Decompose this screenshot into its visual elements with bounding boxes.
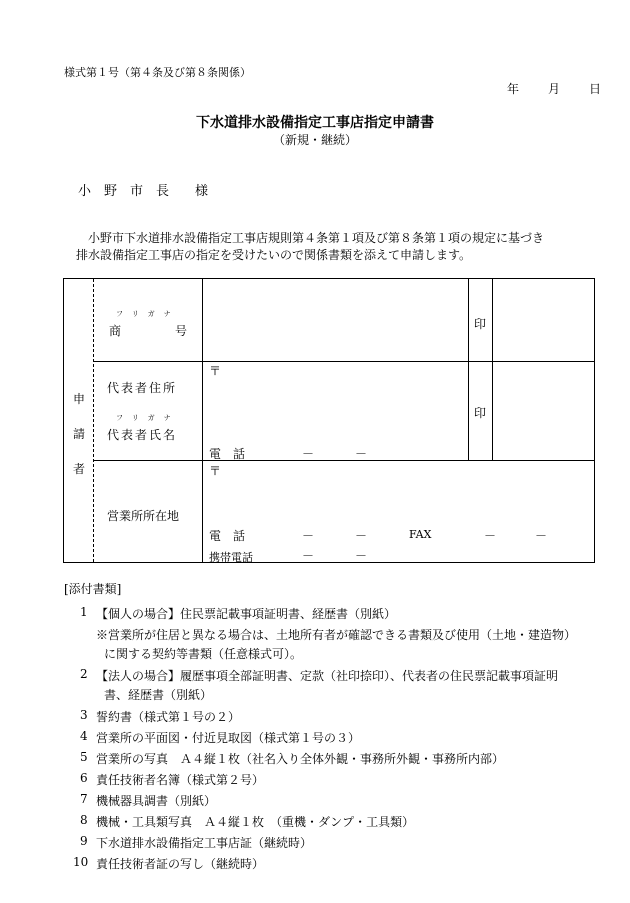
date-day: 日 [589,82,602,96]
office-tel-dash-2: － [355,529,368,543]
postal-mark-icon: 〒 [209,364,222,378]
trade-name-label-1: 商 [109,324,122,338]
attachment-text: 責任技術者名簿（様式第２号） [96,773,265,787]
attachment-num: 2 [80,667,88,681]
attachment-num: 10 [73,855,89,869]
attachment-text: 営業所の写真 Ａ４縦１枚（社名入り全体外観・事務所外観・事務所内部） [96,752,505,766]
seal-divider-right-2 [492,361,493,460]
attachment-num: 8 [80,813,88,827]
trade-name-furigana: フリガナ [116,310,180,318]
seal-divider-right-1 [492,279,493,361]
office-mobile-label: 携帯電話 [209,551,253,564]
seal-divider-left-2 [468,361,469,460]
office-fax-dash-1: － [484,529,497,543]
row-divider-1 [94,361,595,362]
attachment-note: ※営業所が住居と異なる場合は、土地所有者が確認できる書類及び使用（土地・建造物） [96,628,577,642]
office-location-label: 営業所所在地 [107,509,180,523]
seal-divider-left-1 [468,279,469,361]
representative-tel-dash-2: － [355,447,368,461]
representative-tel-label: 電 話 [209,447,246,461]
office-mobile-dash-2: － [355,549,368,563]
representative-address-label: 代表者住所 [107,381,178,395]
trade-name-seal: 印 [474,317,487,331]
attachment-text: 下水道排水設備指定工事店証（継続時） [96,836,313,850]
row-divider-2 [94,460,595,461]
label-column-divider [202,279,203,562]
attachment-text: 【法人の場合】履歴事項全部証明書、定款（社印捺印）、代表者の住民票記載事項証明 [96,669,559,683]
attachment-num: 5 [80,750,88,764]
form-number: 様式第１号（第４条及び第８条関係） [64,66,251,79]
attachment-text: 営業所の平面図・付近見取図（様式第１号の３） [96,731,361,745]
applicant-label-1: 申 [73,392,86,406]
attachment-text: 誓約書（様式第１号の２） [96,710,241,724]
attachment-text: 機械器具調書（別紙） [96,794,217,808]
applicant-label-3: 者 [73,462,86,476]
office-tel-label: 電 話 [209,529,246,543]
attachment-num: 4 [80,729,88,743]
attachment-num: 6 [80,771,88,785]
attachment-num: 1 [80,605,88,619]
representative-name-furigana: フリガナ [116,414,180,422]
intro-line-1: 小野市下水道排水設備指定工事店規則第４条第１項及び第８条第１項の規定に基づき [88,231,545,245]
page-subtitle: （新規・継続） [272,133,357,147]
representative-name-label: 代表者氏名 [107,428,178,442]
addressee: 小 野 市 長 様 [78,184,209,199]
office-tel-dash-1: － [302,529,315,543]
page-title: 下水道排水設備指定工事店指定申請書 [196,115,434,131]
trade-name-label-2: 号 [175,324,188,338]
attachment-num: 3 [80,708,88,722]
attachment-text-continued: 書、経歴書（別紙） [104,688,213,702]
attachment-num: 9 [80,834,88,848]
attachment-num: 7 [80,792,88,806]
date-year: 年 [507,82,520,96]
office-postal-mark-icon: 〒 [209,464,222,478]
office-mobile-dash-1: － [302,549,315,563]
attachments-heading: [添付書類] [64,582,122,596]
attachment-text: 【個人の場合】住民票記載事項証明書、経歴書（別紙） [96,607,397,621]
representative-seal: 印 [474,406,487,420]
office-fax-dash-2: － [535,529,548,543]
attachment-text: 責任技術者証の写し（継続時） [96,857,265,871]
representative-tel-dash-1: － [302,447,315,461]
attachment-text: 機械・工具類写真 Ａ４縦１枚 （重機・ダンプ・工具類） [96,815,415,829]
applicant-label-2: 請 [73,427,86,441]
office-fax-label: FAX [409,528,432,541]
attachment-note-continued: に関する契約等書類（任意様式可）。 [104,647,303,661]
applicant-column-divider [93,279,94,562]
intro-line-2: 排水設備指定工事店の指定を受けたいので関係書類を添えて申請します。 [76,248,472,262]
date-month: 月 [548,82,561,96]
